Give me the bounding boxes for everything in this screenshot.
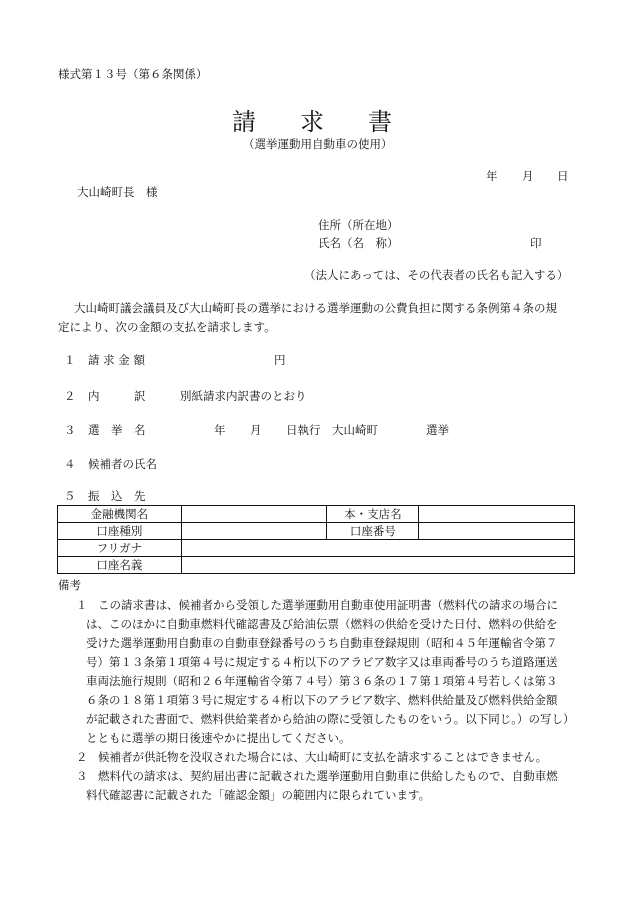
seal-label: 印 (530, 236, 542, 250)
item-number: ４ (64, 457, 76, 471)
note-line: 受けた選挙運動用自動車の自動車登録番号のうち自動車登録規則（昭和４５年運輸省令第７ (86, 636, 558, 650)
note-line: が記載された書面で、燃料供給業者から給油の際に受領したものをいう。以下同じ。）の写し） (86, 712, 575, 726)
bank-transfer-table (57, 505, 575, 574)
account-number-label: 口座番号 (327, 523, 419, 540)
document-title (0, 102, 630, 136)
title-char-1: 請 (232, 108, 258, 136)
election-year: 年 (214, 423, 226, 437)
institution-field[interactable] (181, 506, 327, 523)
date-month: 月 (522, 169, 534, 183)
item-label: 選 挙 名 (88, 423, 146, 437)
account-holder-field[interactable] (181, 557, 574, 574)
note-number: １ (76, 598, 88, 612)
table-row (58, 557, 575, 574)
body-line-1: 大山崎町議会議員及び大山崎町長の選挙における選挙運動の公費負担に関する条例第４条の規 (74, 301, 557, 315)
notes-heading: 備考 (58, 578, 81, 592)
title-char-2: 求 (300, 108, 326, 136)
date-day: 日 (557, 169, 569, 183)
name-label: 氏名（名 称） (318, 236, 399, 250)
note-number: ２ (76, 750, 88, 764)
furigana-field[interactable] (181, 540, 574, 557)
corporate-note: （法人にあっては、その代表者の氏名も記入する） (304, 268, 569, 282)
note-line: 候補者が供託物を没収された場合には、大山崎町に支払を請求することはできません。 (98, 750, 548, 764)
account-number-field[interactable] (419, 523, 575, 540)
form-number: 様式第１３号（第６条関係） (58, 67, 208, 81)
election-month: 月 (250, 423, 262, 437)
date-year: 年 (486, 169, 498, 183)
note-line: とともに選挙の期日後速やかに提出してください。 (86, 731, 351, 745)
item-label: 振 込 先 (88, 489, 146, 503)
branch-field[interactable] (419, 506, 575, 523)
item-number: ３ (64, 423, 76, 437)
institution-label: 金融機関名 (58, 506, 182, 523)
amount-unit: 円 (274, 353, 286, 367)
item-number: ５ (64, 489, 76, 503)
note-line: 料代確認書に記載された「確認金額」の範囲内に限られています。 (86, 788, 431, 802)
table-row (58, 506, 575, 523)
note-line: 燃料代の請求は、契約届出書に記載された選挙運動用自動車に供給したもので、自動車燃 (98, 769, 558, 783)
note-line: ６条の１８第１項第３号に規定する４桁以下のアラビア数字、燃料供給量及び燃料供給金額 (86, 693, 558, 707)
item-label: 候補者の氏名 (88, 457, 157, 471)
subtitle: （選挙運動用自動車の使用） (243, 137, 393, 151)
branch-label: 本・支店名 (327, 506, 419, 523)
table-row (58, 523, 575, 540)
account-type-label: 口座種別 (58, 523, 182, 540)
election-exec: 日執行 大山崎町 (286, 423, 378, 437)
item-label: 内 訳 (88, 389, 146, 403)
account-holder-label: 口座名義 (58, 557, 182, 574)
note-number: ３ (76, 769, 88, 783)
addressee: 大山崎町長 様 (77, 185, 158, 199)
address-label: 住所（所在地） (318, 218, 399, 232)
item-number: ２ (64, 389, 76, 403)
furigana-label: フリガナ (58, 540, 182, 557)
election-suffix: 選挙 (426, 423, 449, 437)
item-number: １ (64, 353, 76, 367)
title-char-3: 書 (368, 108, 394, 136)
note-line: この請求書は、候補者から受領した選挙運動用自動車使用証明書（燃料代の請求の場合に (98, 598, 558, 612)
breakdown-text: 別紙請求内訳書のとおり (180, 389, 307, 403)
body-text (58, 299, 578, 337)
item-label: 請 求 金 額 (88, 353, 145, 367)
note-line: 号）第１３条第１項第４号に規定する４桁以下のアラビア数字又は車両番号のうち道路運送 (86, 655, 558, 669)
note-line: 車両法施行規則（昭和２６年運輸省令第７４号）第３６条の１７第１項第４号若しくは第３ (86, 674, 558, 688)
table-row (58, 540, 575, 557)
note-line: は、このほかに自動車燃料代確認書及び給油伝票（燃料の供給を受けた日付、燃料の供給を (86, 617, 558, 631)
account-type-field[interactable] (181, 523, 327, 540)
body-line-2: 定により、次の金額の支払を請求します。 (58, 320, 276, 334)
